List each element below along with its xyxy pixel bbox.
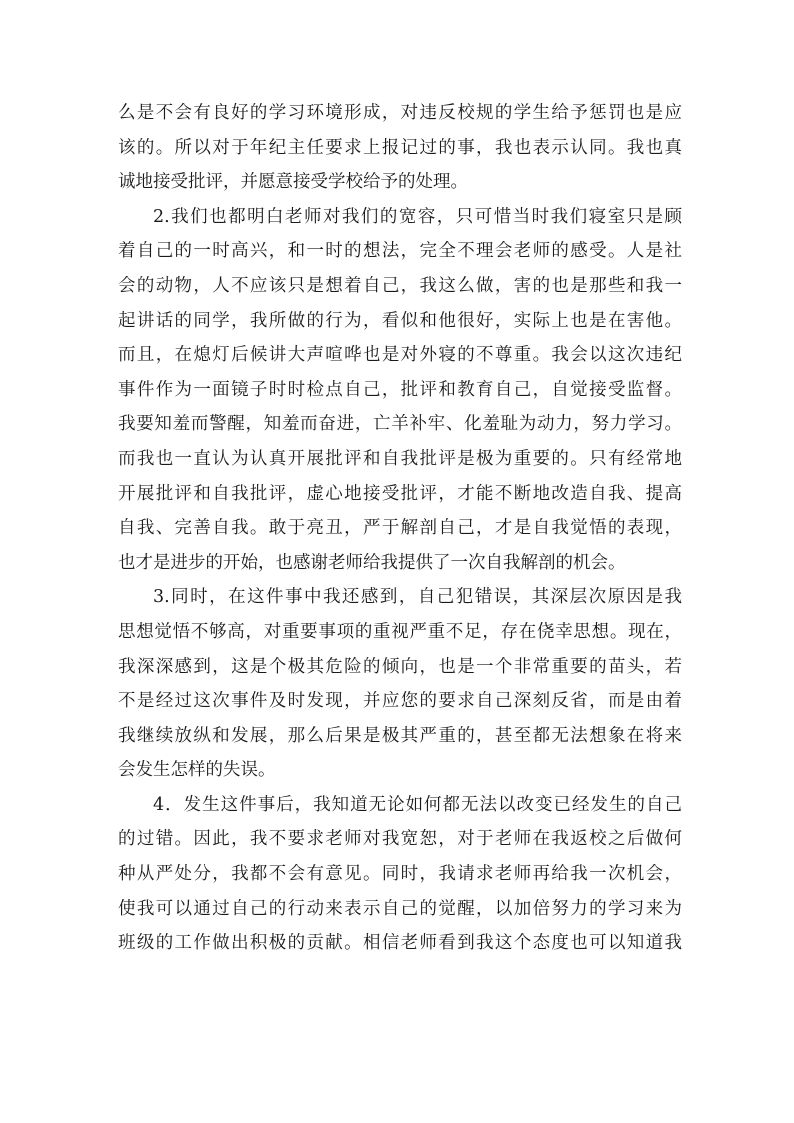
- text-line: 事件作为一面镜子时时检点自己，批评和教育自己，自觉接受监督。: [118, 379, 682, 400]
- text-line: 着自己的一时高兴，和一时的想法，完全不理会老师的感受。人是社: [118, 241, 682, 262]
- text-line: 而且，在熄灯后候讲大声喧哗也是对外寝的不尊重。我会以这次违纪: [118, 345, 682, 366]
- text-line: 自我、完善自我。敢于亮丑，严于解剖自己，才是自我觉悟的表现，: [118, 518, 682, 539]
- text-line: 开展批评和自我批评，虚心地接受批评，才能不断地改造自我、提高: [118, 483, 682, 504]
- text-line: 使我可以通过自己的行动来表示自己的觉醒，以加倍努力的学习来为: [118, 898, 682, 919]
- text-line: 诚地接受批评，并愿意接受学校给予的处理。: [118, 172, 468, 193]
- text-line: 班级的工作做出积极的贡献。相信老师看到我这个态度也可以知道我: [118, 933, 682, 954]
- text-line: 我继续放纵和发展，那么后果是极其严重的，甚至都无法想象在将来: [118, 725, 682, 746]
- text-line: 我要知羞而警醒，知羞而奋进，亡羊补牢、化羞耻为动力，努力学习。: [118, 414, 682, 435]
- text-line: 不是经过这次事件及时发现，并应您的要求自己深刻反省，而是由着: [118, 691, 682, 712]
- text-line: 也才是进步的开始，也感谢老师给我提供了一次自我解剖的机会。: [118, 552, 626, 573]
- text-line: 4．发生这件事后，我知道无论如何都无法以改变已经发生的自己: [153, 794, 682, 815]
- text-line: 该的。所以对于年纪主任要求上报记过的事，我也表示认同。我也真: [118, 137, 682, 158]
- text-line: 会的动物，人不应该只是想着自己，我这么做，害的也是那些和我一: [118, 275, 682, 296]
- text-line: 而我也一直认为认真开展批评和自我批评是极为重要的。只有经常地: [118, 448, 682, 469]
- text-line: 我深深感到，这是个极其危险的倾向，也是一个非常重要的苗头，若: [118, 656, 682, 677]
- text-line: 的过错。因此，我不要求老师对我宽恕，对于老师在我返校之后做何: [118, 829, 682, 850]
- text-line: 么是不会有良好的学习环境形成，对违反校规的学生给予惩罚也是应: [118, 103, 682, 123]
- text-line: 思想觉悟不够高，对重要事项的重视严重不足，存在侥幸思想。现在，: [118, 621, 682, 642]
- document-body: [118, 96, 682, 961]
- text-line: 会发生怎样的失误。: [118, 760, 276, 781]
- text-line: 种从严处分，我都不会有意见。同时，我请求老师再给我一次机会，: [118, 864, 682, 885]
- text-line: 2.我们也都明白老师对我们的宽容，只可惜当时我们寝室只是顾: [153, 206, 682, 227]
- text-line: 3.同时，在这件事中我还感到，自己犯错误，其深层次原因是我: [153, 587, 682, 608]
- text-line: 起讲话的同学，我所做的行为，看似和他很好，实际上也是在害他。: [118, 310, 682, 331]
